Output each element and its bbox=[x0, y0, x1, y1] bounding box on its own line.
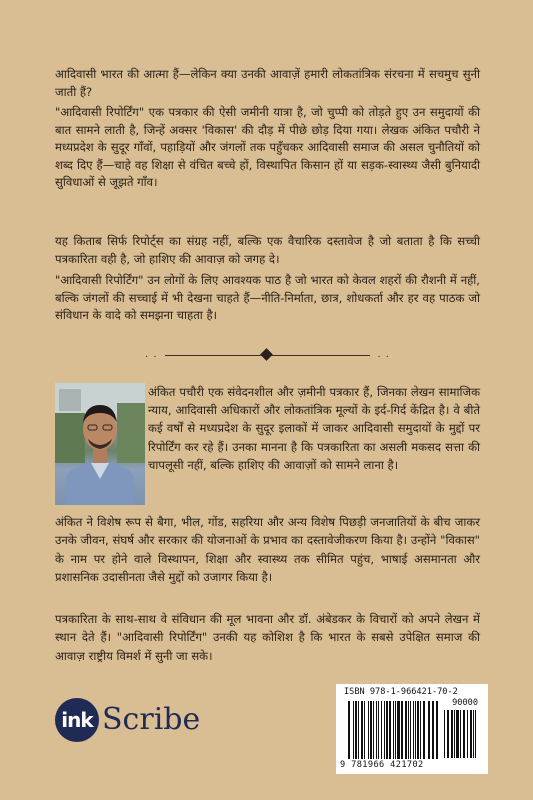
publisher-name: Scribe bbox=[102, 702, 201, 737]
isbn-barcode bbox=[336, 684, 488, 774]
publisher-logo bbox=[55, 698, 215, 742]
divider-diamond-icon bbox=[260, 348, 273, 361]
divider-dots-left: . . bbox=[145, 349, 158, 360]
ornamental-divider bbox=[145, 349, 390, 363]
author-bio-1: अंकित पचौरी एक संवेदनशील और ज़मीनी पत्रकार हैं, जिनका लेखन सामाजिक न्याय, आदिवासी अधिकारों और लोकतांत्रिक मूल्यों के इर्द-गिर्द केंद्रित है। वे बीते कई वर्षों से मध्यप्रदेश के सुदूर इलाकों में जाकर आदिवासी समुदायों के मुद्दों पर रिपोर्टिंग कर रहे हैं। उनका मानना है कि पत्रकारिता का असली मकसद सत्ता की चापलूसी नहीं, बल्कि हाशिए की आवाज़ों को सामने लाना है। bbox=[148, 385, 480, 472]
ink-logo-icon: ink bbox=[55, 698, 99, 742]
barcode-digits: 9 781966 421702 bbox=[340, 760, 424, 770]
author-bio-3: पत्रकारिता के साथ-साथ वे संविधान की मूल भावना और डॉ. अंबेडकर के विचारों को अपने लेखन में स्थान देते हैं। "आदिवासी रिपोर्टिंग" उनकी यह कोशिश है कि भारत के सबसे उपेक्षित समाज की आवाज़ राष्ट्रीय विमर्श में सुनी जा सके। bbox=[55, 612, 480, 663]
intro-paragraph-2: "आदिवासी रिपोर्टिंग" एक पत्रकार की ऐसी जमीनी यात्रा है, जो चुप्पी को तोड़ते हुए उन समुदायों की बात सामने लाती है, जिन्हें अक्सर 'विकास' की दौड़ में पीछे छोड़ दिया गया। लेखक अंकित पचौरी ने मध्यप्रदेश के सुदूर गाँवों, पहाड़ियों और जंगलों तक पहुँचकर आदिवासी समाज की असल चुनौतियों को शब्द दिए हैं—चाहे वह शिक्षा से वंचित बच्चे हों, विस्थापित किसान हों या सड़क-स्वास्थ्य जैसी बुनियादी सुविधाओं से जूझते गाँव। bbox=[55, 105, 480, 190]
divider-dots-right: . . bbox=[377, 349, 390, 360]
barcode-bars-icon bbox=[348, 701, 442, 759]
isbn-text: ISBN 978-1-966421-70-2 bbox=[344, 687, 458, 697]
author-bio-2: अंकित ने विशेष रूप से बैगा, भील, गोंड, सहरिया और अन्य विशेष पिछड़ी जनजातियों के बीच जाकर उनके जीवन, संघर्ष और सरकार की योजनाओं के प्रभाव का दस्तावेजीकरण किया है। उन्होंने "विकास" के नाम पर होने वाले विस्थापन, शिक्षा और स्वास्थ्य तक सीमित पहुंच, भाषाई असमानता और प्रशासनिक उदासीनता जैसे मुद्दों को उजागर किया है। bbox=[55, 515, 480, 585]
addon-barcode-bars-icon bbox=[444, 710, 478, 758]
price-code: 90000 bbox=[452, 698, 478, 708]
intro-paragraph-1: आदिवासी भारत की आत्मा हैं—लेकिन क्या उनकी आवाज़ें हमारी लोकतांत्रिक संरचना में सचमुच सुनी जाती हैं? bbox=[55, 67, 480, 99]
intro-paragraph-4: "आदिवासी रिपोर्टिंग" उन लोगों के लिए आवश्यक पाठ है जो भारत को केवल शहरों की रौशनी में नहीं, बल्कि जंगलों की सच्चाई में भी देखना चाहते हैं—नीति-निर्माता, छात्र, शोधकर्ता और हर वह पाठक जो संविधान के वादे को समझना चाहता है। bbox=[55, 273, 480, 323]
author-photo bbox=[55, 383, 145, 505]
intro-paragraph-3: यह किताब सिर्फ रिपोर्ट्स का संग्रह नहीं, बल्कि एक वैचारिक दस्तावेज है जो बताता है कि सच्ची पत्रकारिता वही है, जो हाशिए की आवाज़ को जगह दे। bbox=[55, 234, 480, 266]
